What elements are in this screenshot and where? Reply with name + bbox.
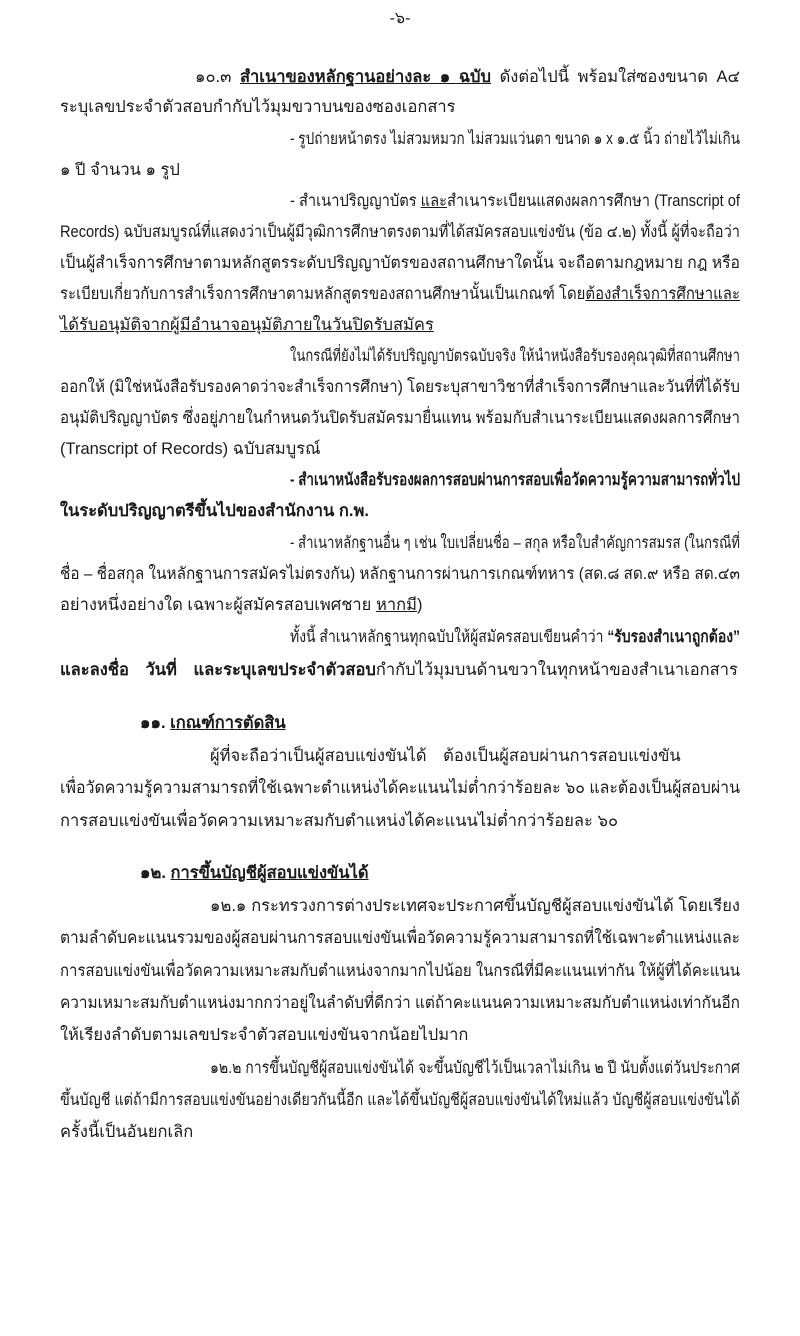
text-line xyxy=(210,1057,740,1079)
text-segment: เป็นผู้สำเร็จการศึกษาตามหลักสูตรระดับปริญญาบัตรของสถานศึกษาใดนั้น จะถือตามกฎหมาย กฎ หรือ xyxy=(60,254,740,272)
text-segment: (Transcript of Records) ฉบับสมบูรณ์ xyxy=(60,440,321,458)
bold-text: ในระดับปริญญาตรีขึ้นไปของสำนักงาน ก.พ. xyxy=(60,502,369,520)
underlined-text: ต้องสำเร็จการศึกษาและ xyxy=(585,285,740,303)
text-line xyxy=(60,594,422,616)
text-segment: - สำเนาปริญญาบัตร xyxy=(290,192,421,210)
text-segment: - รูปถ่ายหน้าตรง ไม่สวมหมวก ไม่สวมแว่นตา ขนาด ๑ x ๑.๕ นิ้ว ถ่ายไว้ไม่เกิน xyxy=(290,130,740,148)
text-line xyxy=(60,96,456,118)
text-segment: ออกให้ (มิใช่หนังสือรับรองคาดว่าจะสำเร็จการศึกษา) โดยระบุสาขาวิชาที่สำเร็จการศึกษาและวันที่ที่ได้รับ xyxy=(60,378,740,396)
text-segment: - สำเนาหลักฐานอื่น ๆ เช่น ใบเปลี่ยนชื่อ – สกุล หรือใบสำคัญการสมรส (ในกรณีที่ xyxy=(290,534,740,552)
text-line xyxy=(60,992,740,1014)
text-segment: ระเบียบเกี่ยวกับการสำเร็จการศึกษาตามหลักสูตรของสถานศึกษานั้นเป็นเกณฑ์ โดย xyxy=(60,285,586,303)
text-line xyxy=(290,532,740,554)
bold-text: “รับรองสำเนาถูกต้อง” xyxy=(607,628,740,646)
text-line xyxy=(60,777,740,799)
text-line xyxy=(290,128,740,150)
text-line xyxy=(290,626,740,648)
text-line xyxy=(60,810,618,832)
text-segment: ระบุเลขประจำตัวสอบกำกับไว้มุมขวาบนของซองเอกสาร xyxy=(60,98,456,116)
text-segment: เพื่อวัดความรู้ความสามารถที่ใช้เฉพาะตำแหน่งได้คะแนนไม่ต่ำกว่าร้อยละ ๖๐ และต้องเป็นผู้สอบผ่าน xyxy=(60,779,740,797)
underlined-text: และ xyxy=(420,192,448,210)
text-line xyxy=(60,1024,468,1046)
text-segment: ตามลำดับคะแนนรวมของผู้สอบผ่านการสอบแข่งขันเพื่อวัดความรู้ความสามารถที่ใช้เฉพาะตำแหน่งและ xyxy=(60,929,740,947)
text-segment: ให้เรียงลำดับตามเลขประจำตัวสอบแข่งขันจากน้อยไปมาก xyxy=(60,1026,469,1044)
text-segment: ในกรณีที่ยังไม่ได้รับปริญญาบัตรฉบับจริง ให้นำหนังสือรับรองคุณวุฒิที่สถานศึกษา xyxy=(290,347,740,365)
text-segment: สำเนาระเบียนแสดงผลการศึกษา (Transcript of xyxy=(447,192,740,210)
text-segment: อย่างหนึ่งอย่างใด เฉพาะผู้สมัครสอบเพศชาย xyxy=(60,596,376,614)
text-line xyxy=(60,960,740,982)
page-number: -๖- xyxy=(389,10,411,27)
text-segment: ความเหมาะสมกับตำแหน่งมากกว่าอยู่ในลำดับที่ดีกว่า แต่ถ้าคะแนนความเหมาะสมกับตำแหน่งเท่ากันอีก xyxy=(60,994,740,1012)
text-line xyxy=(140,862,369,884)
text-line xyxy=(60,221,740,243)
text-line xyxy=(210,895,740,917)
text-line xyxy=(60,159,180,181)
text-segment: ) xyxy=(416,596,423,614)
text-line xyxy=(290,469,740,491)
text-segment: ชื่อ – ชื่อสกุล ในหลักฐานการสมัครไม่ตรงกัน) หลักฐานการผ่านการเกณฑ์ทหาร (สด.๘ สด.๙ หรือ สด.๔๓ xyxy=(60,565,740,583)
underlined-text: หากมี xyxy=(375,596,417,614)
text-segment: ดังต่อไปนี้ พร้อมใส่ซองขนาด A๔ xyxy=(491,68,740,86)
bold-text: ๑๑. xyxy=(140,714,171,732)
underlined-text: สำเนาของหลักฐานอย่างละ ๑ ฉบับ xyxy=(239,68,492,86)
text-line xyxy=(60,314,434,336)
text-segment: ผู้ที่จะถือว่าเป็นผู้สอบแข่งขันได้ ต้องเป็นผู้สอบผ่านการสอบแข่งขัน xyxy=(210,747,681,765)
text-line xyxy=(60,927,740,949)
bold-text: - สำเนาหนังสือรับรองผลการสอบผ่านการสอบเพื่อวัดความรู้ความสามารถทั่วไป xyxy=(290,471,740,489)
text-segment: ขึ้นบัญชี แต่ถ้ามีการสอบแข่งขันอย่างเดียวกันนี้อีก และได้ขึ้นบัญชีผู้สอบแข่งขันได้ใหม่แล้ว บัญชีผู้สอบแข่งขันได้ xyxy=(60,1091,740,1109)
text-segment: การสอบแข่งขันเพื่อวัดความเหมาะสมกับตำแหน่งได้คะแนนไม่ต่ำกว่าร้อยละ ๖๐ xyxy=(60,812,619,830)
text-segment: ๑๐.๓ xyxy=(195,68,240,86)
text-segment: ๑๒.๒ การขึ้นบัญชีผู้สอบแข่งขันได้ จะขึ้นบัญชีไว้เป็นเวลาไม่เกิน ๒ ปี นับตั้งแต่วันประกาศ xyxy=(210,1059,740,1077)
underlined-text: การขึ้นบัญชีผู้สอบแข่งขันได้ xyxy=(170,864,369,882)
text-line xyxy=(60,438,320,460)
text-line xyxy=(60,500,369,522)
text-segment: กำกับไว้มุมบนด้านขวาในทุกหน้าของสำเนาเอกสาร xyxy=(375,661,738,679)
text-line xyxy=(60,1089,740,1111)
text-segment: ครั้งนี้เป็นอันยกเลิก xyxy=(60,1123,194,1141)
bold-text: และลงชื่อ วันที่ และระบุเลขประจำตัวสอบ xyxy=(60,661,376,679)
text-line xyxy=(290,190,740,212)
text-segment: การสอบแข่งขันเพื่อวัดความเหมาะสมกับตำแหน่งจากมากไปน้อย ในกรณีที่มีคะแนนเท่ากัน ให้ผู้ที่ได้คะแนน xyxy=(60,962,740,980)
text-line xyxy=(60,407,740,429)
underlined-text: เกณฑ์การตัดสิน xyxy=(170,714,286,732)
underlined-text: ได้รับอนุมัติจากผู้มีอำนาจอนุมัติภายในวันปิดรับสมัคร xyxy=(60,316,434,334)
text-segment: ทั้งนี้ สำเนาหลักฐานทุกฉบับให้ผู้สมัครสอบเขียนคำว่า xyxy=(290,628,608,646)
text-segment: Records) ฉบับสมบูรณ์ที่แสดงว่าเป็นผู้มีวุฒิการศึกษาตรงตามที่ได้สมัครสอบแข่งขัน (ข้อ ๔.๒) ทั้งนี้ ผู้ที่จะถือว่า xyxy=(60,223,740,241)
text-line xyxy=(60,376,740,398)
text-line xyxy=(210,745,681,767)
text-line xyxy=(290,345,740,367)
text-line xyxy=(140,712,286,734)
text-line xyxy=(60,563,740,585)
bold-text: ๑๒. xyxy=(140,864,171,882)
text-segment: อนุมัติปริญญาบัตร ซึ่งอยู่ภายในกำหนดวันปิดรับสมัครมายื่นแทน พร้อมกับสำเนาระเบียนแสดงผลการศึกษา xyxy=(60,409,740,427)
text-line xyxy=(60,659,738,681)
text-segment: ๑ ปี จำนวน ๑ รูป xyxy=(60,161,180,179)
text-line xyxy=(60,1121,193,1143)
text-segment: ๑๒.๑ กระทรวงการต่างประเทศจะประกาศขึ้นบัญชีผู้สอบแข่งขันได้ โดยเรียง xyxy=(210,897,740,915)
text-line xyxy=(195,66,740,88)
text-line xyxy=(60,283,740,305)
text-line xyxy=(60,252,740,274)
